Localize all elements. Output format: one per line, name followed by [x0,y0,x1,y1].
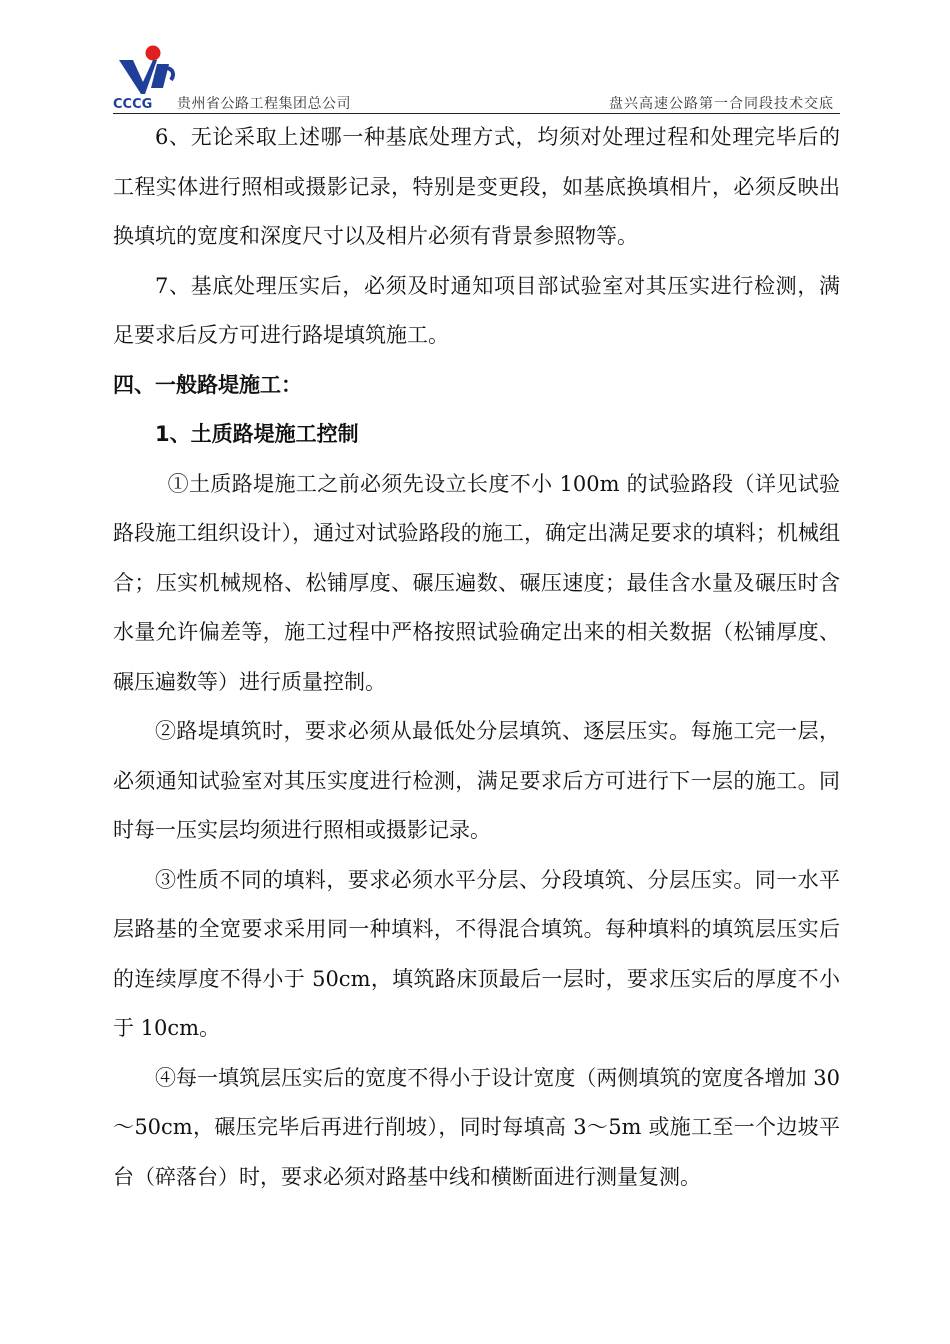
clause-4: ④每一填筑层压实后的宽度不得小于设计宽度（两侧填筑的宽度各增加 30～50cm，碾压完毕后再进行削坡），同时每填高 3～5m 或施工至一个边坡平台（碎落台）时，要求必须对路基中线和横断面进行测量复测。 [113,1065,840,1189]
document-body [113,113,840,1202]
company-name: 贵州省公路工程集团总公司 [177,96,351,112]
svg-text:CCCG: CCCG [113,97,153,110]
clause-2: ②路堤填筑时，要求必须从最低处分层填筑、逐层压实。每施工完一层，必须通知试验室对其压实度进行检测，满足要求后方可进行下一层的施工。同时每一压实层均须进行照相或摄影记录。 [113,719,840,842]
paragraph-item-7: 7、基底处理压实后，必须及时通知项目部试验室对其压实进行检测，满足要求后反方可进行路堤填筑施工。 [113,273,840,347]
clause-1: ①土质路堤施工之前必须先设立长度不小 100m 的试验路段（详见试验路段施工组织设计），通过对试验路段的施工，确定出满足要求的填料；机械组合；压实机械规格、松铺厚度、碾压遍数、碾压速度；最佳含水量及碾压时含水量允许偏差等，施工过程中严格按照试验确定出来的相关数据（松铺厚度、碾压遍数等）进行质量控制。 [113,471,840,694]
subsection-heading-1: 1、土质路堤施工控制 [155,422,359,446]
paragraph-item-6: 6、无论采取上述哪一种基底处理方式，均须对处理过程和处理完毕后的工程实体进行照相或摄影记录，特别是变更段，如基底换填相片，必须反映出换填坑的宽度和深度尺寸以及相片必须有背景参照物等。 [113,125,840,248]
company-logo [113,42,177,110]
page-header [113,40,840,114]
clause-3: ③性质不同的填料，要求必须水平分层、分段填筑、分层压实。同一水平层路基的全宽要求采用同一种填料，不得混合填筑。每种填料的填筑层压实后的连续厚度不得小于 50cm，填筑路床顶最后一层时，要求压实后的厚度不小于 10cm。 [113,867,840,1040]
section-heading-4: 四、一般路堤施工： [113,372,302,397]
document-title: 盘兴高速公路第一合同段技术交底 [609,96,834,112]
